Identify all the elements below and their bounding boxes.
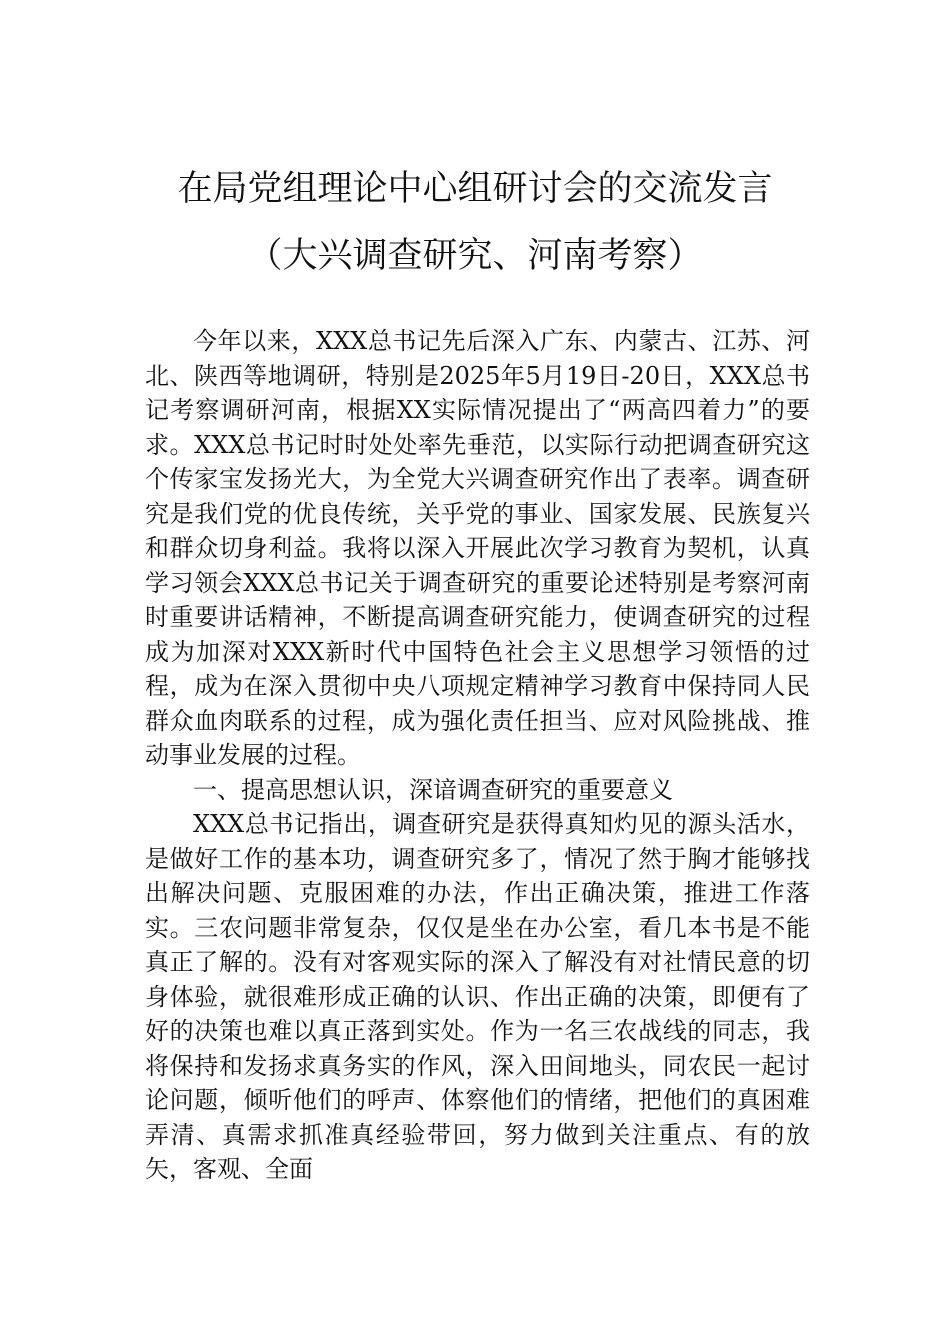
body-paragraph: XXX总书记指出，调查研究是获得真知灼见的源头活水，是做好工作的基本功，调查研究多了，情况了然于胸才能够找出解决问题、克服困难的办法，作出正确决策，推进工作落实。三农问题非常复杂，仅仅是坐在办公室，看几本书是不能真正了解的。没有对客观实际的深入了解没有对社情民意的切身体验，就很难形成正确的认识、作出正确的决策，即便有了好的决策也难以真正落到实处。作为一名三农战线的同志，我将保持和发扬求真务实的作风，深入田间地头，同农民一起讨论问题，倾听他们的呼声、体察他们的情绪，把他们的真困难弄清、真需求抓准真经验带回，努力做到关注重点、有的放矢，客观、全面	[145, 810, 810, 1183]
section-heading: 一、提高思想认识，深谙调查研究的重要意义	[193, 775, 673, 804]
body-paragraph: 今年以来，XXX总书记先后深入广东、内蒙古、江苏、河北、陕西等地调研，特别是2025年5月19日-20日，XXX总书记考察调研河南，根据XX实际情况提出了“两高四着力”的要求。XXX总书记时时处处率先垂范，以实际行动把调查研究这个传家宝发扬光大，为全党大兴调查研究作出了表率。调查研究是我们党的优良传统，关乎党的事业、国家发展、民族复兴和群众切身利益。我将以深入开展此次学习教育为契机，认真学习领会XXX总书记关于调查研究的重要论述特别是考察河南时重要讲话精神，不断提高调查研究能力，使调查研究的过程成为加深对XXX新时代中国特色社会主义思想学习领悟的过程，成为在深入贯彻中央八项规定精神学习教育中保持同人民群众血肉联系的过程，成为强化责任担当、应对风险挑战、推动事业发展的过程。	[145, 327, 810, 769]
document-body	[145, 324, 810, 1187]
document-title: 在局党组理论中心组研讨会的交流发言	[177, 169, 773, 209]
document-subtitle: （大兴调查研究、河南考察）	[247, 236, 703, 276]
